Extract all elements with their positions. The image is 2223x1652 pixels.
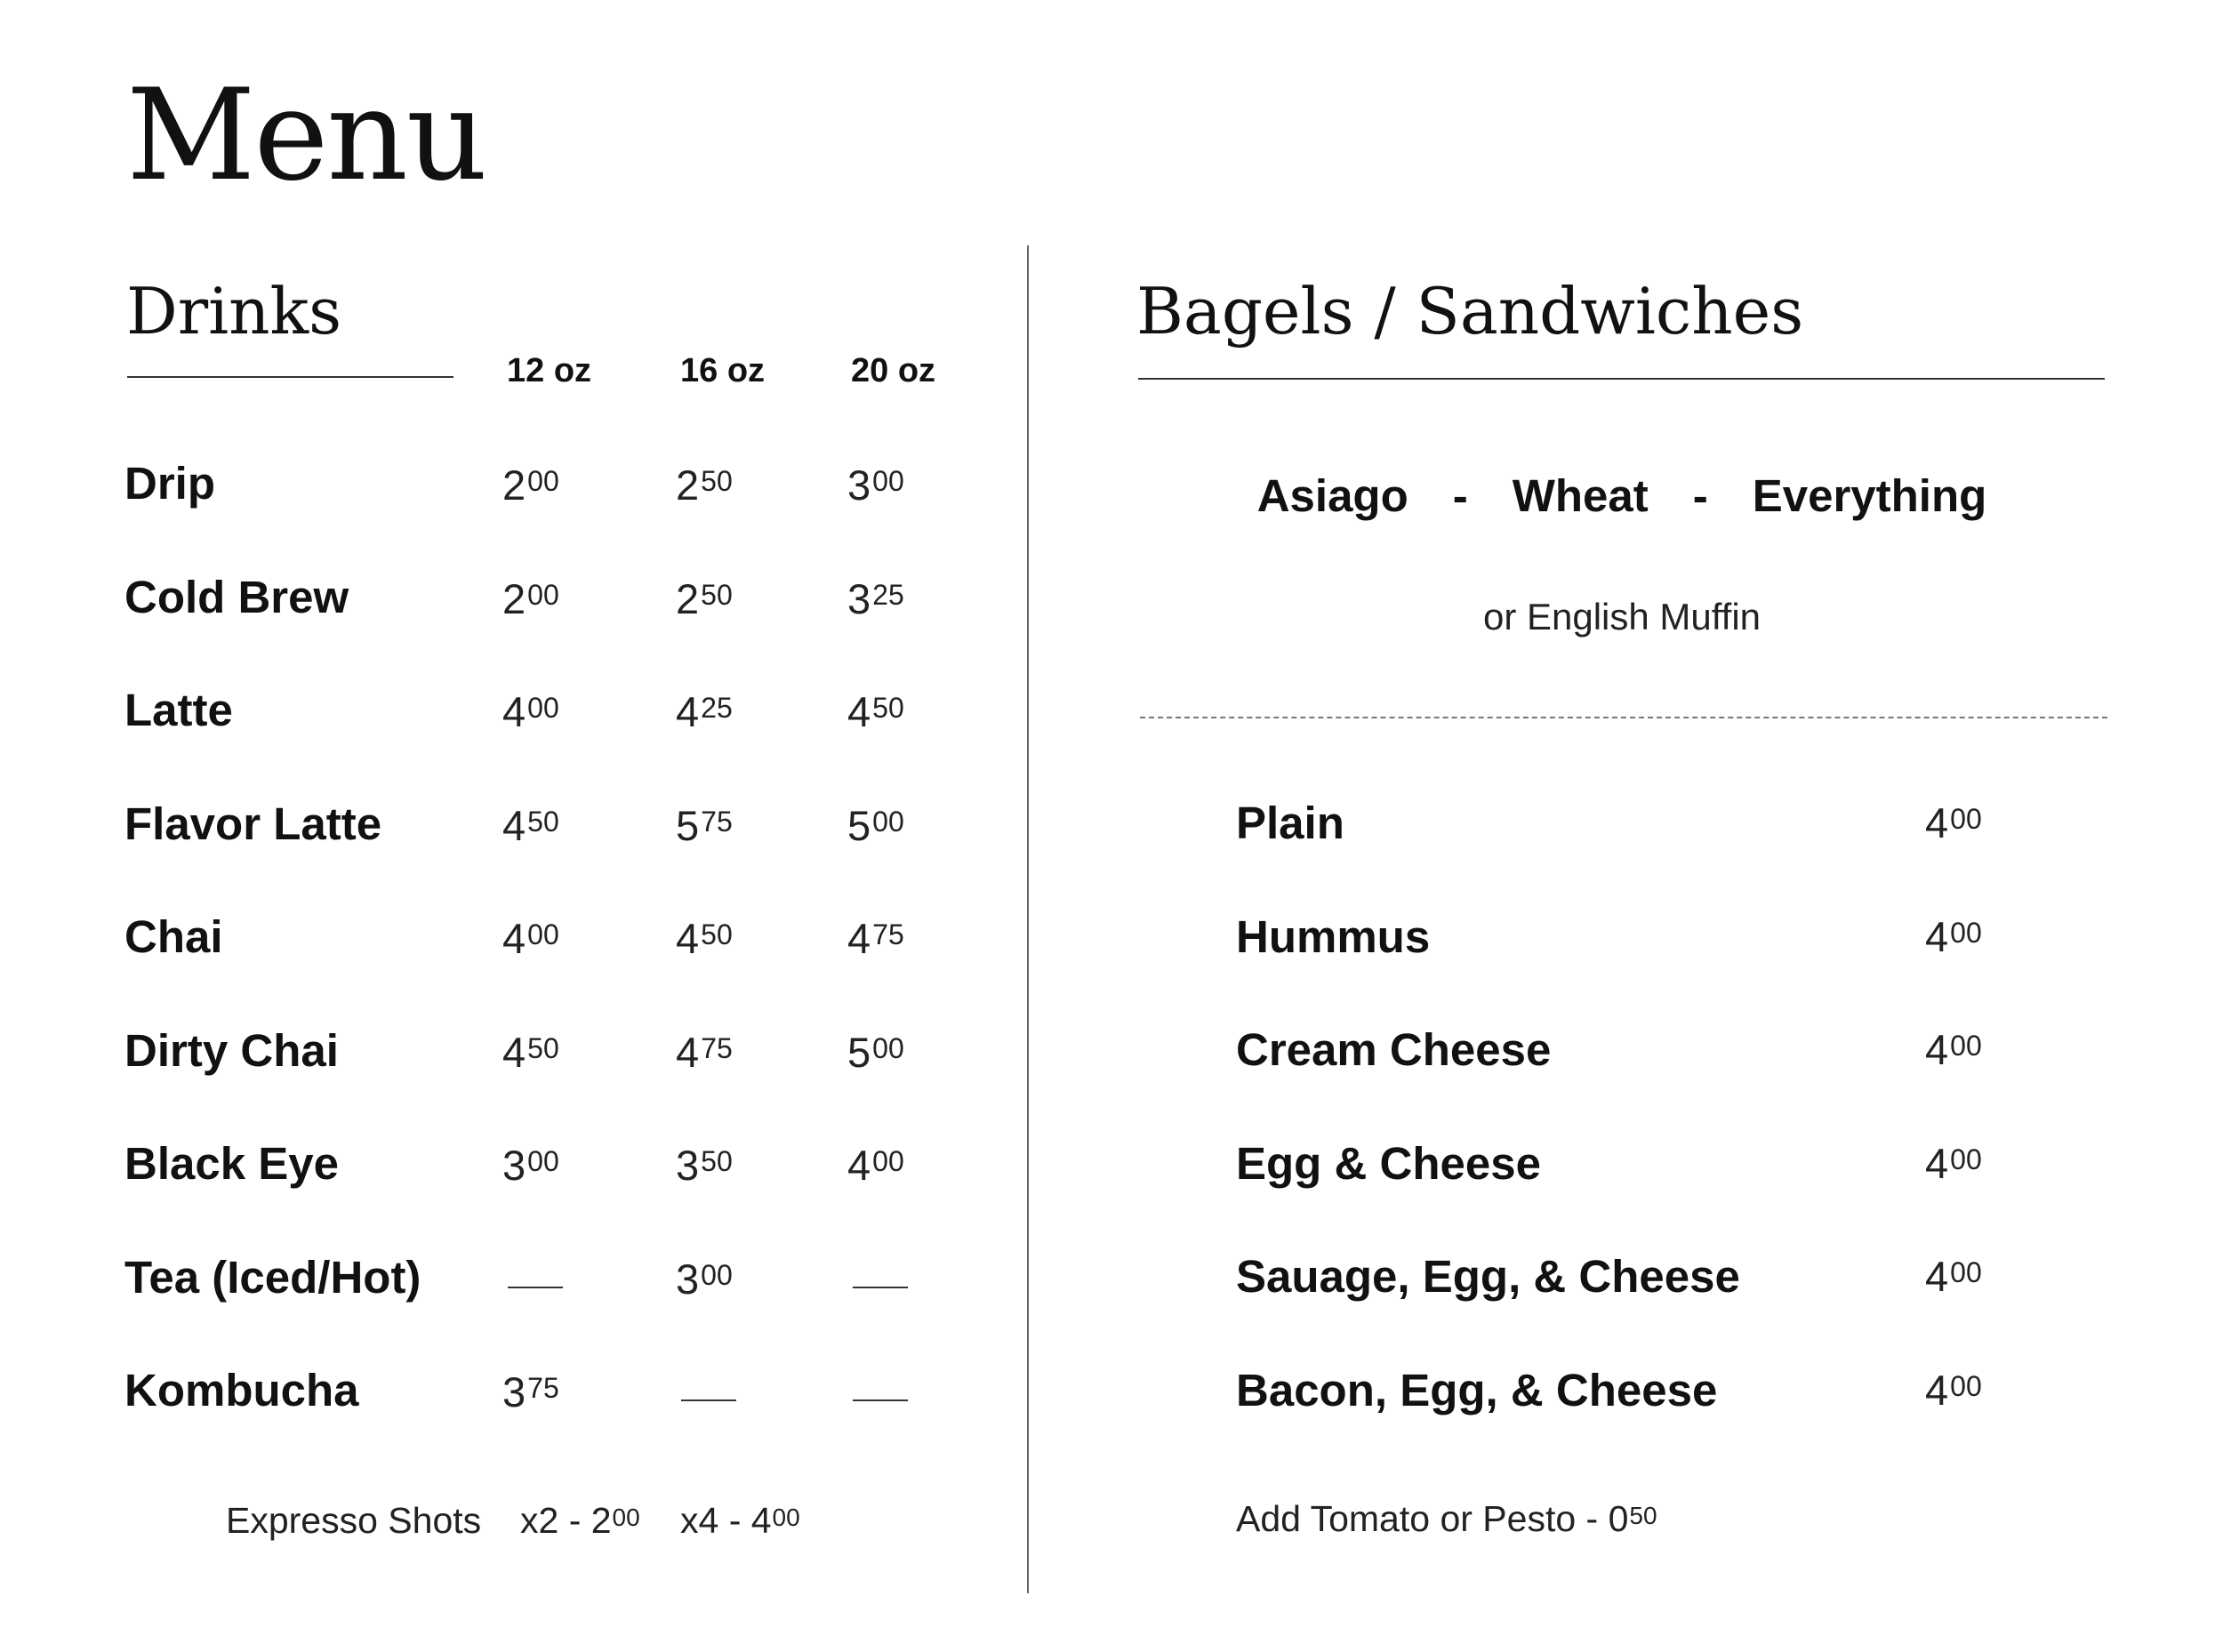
drink-name: Cold Brew <box>124 571 349 622</box>
bagels-heading: Bagels / Sandwiches <box>1136 274 1804 349</box>
drink-price: $3^{00}$ <box>847 461 904 509</box>
size-header-16oz: 16 oz <box>680 352 766 389</box>
bagel-item-name: Plain <box>1236 798 1344 848</box>
page-title: Menu <box>126 62 486 209</box>
bagels-heading-rule <box>1138 378 2105 380</box>
unavailable-dash <box>681 1399 736 1401</box>
bagel-type-separator: - <box>1452 470 1468 521</box>
drink-name: Chai <box>124 911 223 962</box>
drink-name: Drip <box>124 458 215 509</box>
drinks-heading: Drinks <box>126 274 342 349</box>
drink-price: $2^{00}$ <box>502 574 559 622</box>
drink-price: $4^{00}$ <box>502 915 559 962</box>
espresso-shots-x4-price: $x4 - 4^{00}$ <box>680 1500 800 1541</box>
unavailable-dash <box>853 1287 908 1288</box>
bagel-type-asiago: Asiago <box>1256 470 1408 521</box>
bagel-type-separator: - <box>1692 470 1708 521</box>
size-header-12oz: 12 oz <box>507 352 592 389</box>
drink-price: $3^{25}$ <box>847 574 904 622</box>
bagel-item-price: $4^{00}$ <box>1925 1139 1982 1187</box>
english-muffin-note: or English Muffin <box>1482 596 1762 638</box>
drink-name: Dirty Chai <box>124 1024 339 1076</box>
drink-price: $3^{75}$ <box>502 1368 559 1415</box>
espresso-shots-label: Expresso Shots <box>226 1500 482 1541</box>
drink-price: $4^{50}$ <box>502 1028 559 1076</box>
unavailable-dash <box>508 1287 563 1288</box>
drinks-heading-rule <box>127 376 453 378</box>
bagel-type-wheat: Wheat <box>1512 470 1649 521</box>
drink-price: $4^{75}$ <box>847 915 904 962</box>
drink-price: $3^{50}$ <box>676 1142 733 1189</box>
bagel-item-price: $4^{00}$ <box>1925 1366 1982 1414</box>
drink-price: $4^{00}$ <box>502 688 559 735</box>
bagel-item-name: Bacon, Egg, & Cheese <box>1236 1364 1718 1415</box>
bagel-types <box>1138 469 2106 522</box>
drink-price: $5^{00}$ <box>847 1028 904 1076</box>
bagel-type-everything: Everything <box>1752 470 1987 521</box>
addon-note: Add Tomato or Pesto - $0^{50}$ <box>1236 1498 1657 1539</box>
drink-price: $4^{00}$ <box>847 1142 904 1189</box>
drink-price: $5^{75}$ <box>676 801 733 849</box>
drink-price: $2^{00}$ <box>502 461 559 509</box>
drink-price: $3^{00}$ <box>676 1255 733 1303</box>
drink-price: $4^{50}$ <box>676 915 733 962</box>
bagel-item-price: $4^{00}$ <box>1925 1253 1982 1300</box>
unavailable-dash <box>853 1399 908 1401</box>
bagel-item-name: Hummus <box>1236 910 1431 962</box>
bagel-item-price: $4^{00}$ <box>1925 799 1982 846</box>
bagel-item-price: $4^{00}$ <box>1925 912 1982 960</box>
drink-price: $4^{50}$ <box>847 688 904 735</box>
drink-name: Latte <box>124 685 233 735</box>
drink-price: $5^{00}$ <box>847 801 904 849</box>
drink-name: Tea (Iced/Hot) <box>124 1251 421 1303</box>
column-divider <box>1027 245 1029 1593</box>
drink-name: Kombucha <box>124 1365 359 1415</box>
bagel-item-price: $4^{00}$ <box>1925 1026 1982 1073</box>
bagel-item-name: Cream Cheese <box>1236 1024 1552 1075</box>
drink-name: Flavor Latte <box>124 798 382 849</box>
size-header-20oz: 20 oz <box>851 352 936 389</box>
drink-price: $4^{75}$ <box>676 1028 733 1076</box>
drink-name: Black Eye <box>124 1138 340 1189</box>
drink-price: $4^{25}$ <box>676 688 733 735</box>
drink-price: $2^{50}$ <box>676 574 733 622</box>
bagel-item-name: Egg & Cheese <box>1236 1137 1541 1189</box>
drink-price: $4^{50}$ <box>502 801 559 849</box>
bagel-item-name: Sauage, Egg, & Cheese <box>1236 1251 1740 1302</box>
bagels-dashed-divider <box>1140 717 2107 718</box>
espresso-shots-x2-price: $x2 - 2^{00}$ <box>520 1500 640 1541</box>
drink-price: $2^{50}$ <box>676 461 733 509</box>
drink-price: $3^{00}$ <box>502 1142 559 1189</box>
